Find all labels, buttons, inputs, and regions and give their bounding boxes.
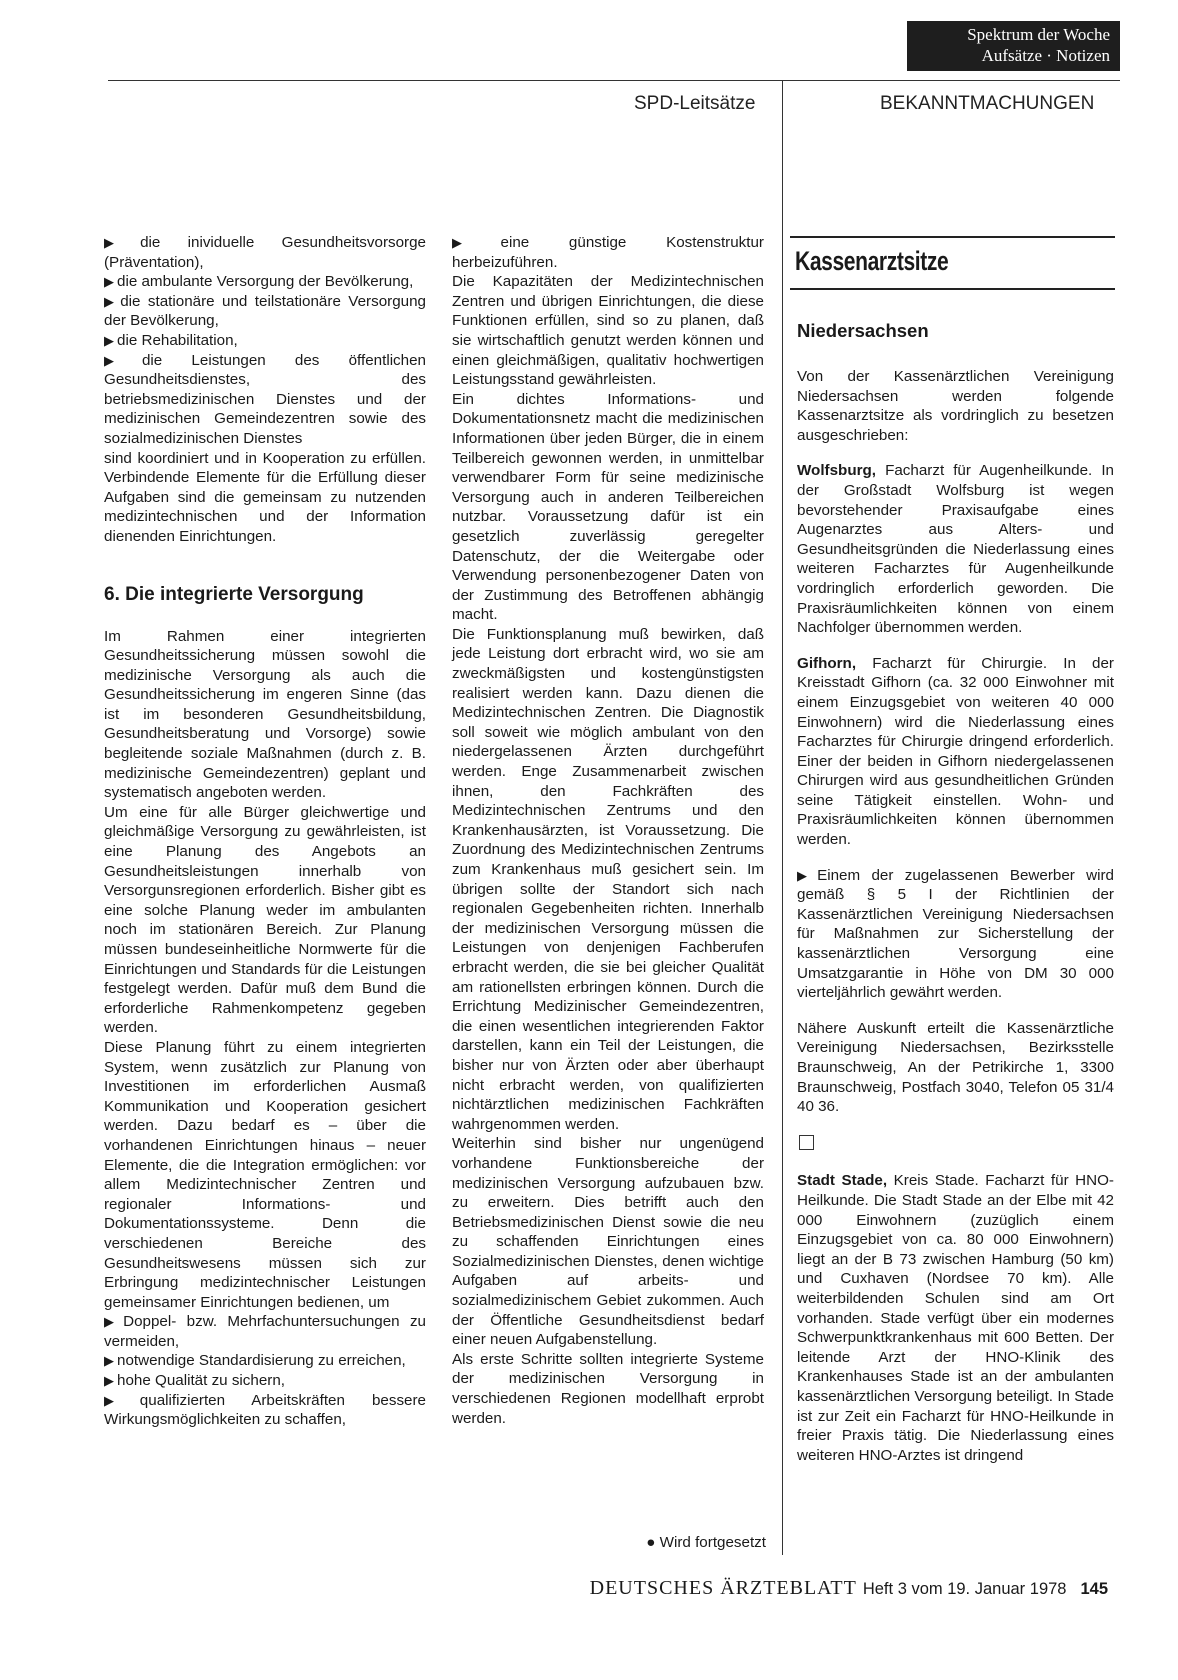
listing-name: Stadt Stade, (797, 1172, 888, 1190)
column-3 (797, 367, 1114, 1465)
paragraph: Ein dichtes Informations- und Dokumentationsnetz macht die medizinischen Informationen über jeden Bürger, die in einem Teilbereich gewonnen werden, in unmittelbar verwendbarer Form für seine medizinische Versorgung auch in anderen Teilbereichen nutzbar. Voraussetzung dafür ist ein gesetzlich zuverlässig geregelter Datenschutz, der die Weitergabe oder Verwendung personenbezogener Daten von der Zustimmung des Betroffenen abhängig macht. (452, 390, 764, 624)
paragraph: Als erste Schritte sollten integrierte Systeme der medizinischen Versorgung in verschiedenen Regionen modellhaft erprobt werden. (452, 1350, 764, 1427)
bullet-item: ▶ qualifizierten Arbeitskräften bessere Wirkungsmöglichkeiten zu schaffen, (104, 1391, 426, 1429)
paragraph: Diese Planung führt zu einem integrierten System, wenn zusätzlich zur Planung von Investitionen im erforderlichen Ausmaß Kommunikation und Kooperation gesichert werden. Dazu bedarf es – über die vorhandenen Einrichtungen hinaus – neuer Elemente, die die Integration ermöglichen: vor allem Medizintechnischer Zentren und regionaler Informations- und Dokumentationssysteme. Denn die verschiedenen Bereiche des Gesundheitswesens müssen sich zur Erbringung medizintechnischer Leistungen gemeinsamer Einrichtungen bedienen, um (104, 1038, 426, 1311)
listing-wolfsburg: Wolfsburg, Facharzt für Augenheilkunde. In der Großstadt Wolfsburg ist wegen bevorstehender Praxisaufgabe eines Augenarztes aus Alters- und Gesundheitsgründen die Niederlassung eines weiteren Facharztes für Augenheilkunde vordringlich erforderlich geworden. Die Praxisräumlichkeiten können von einem Nachfolger übernommen werden. (797, 462, 1114, 637)
bullet-item: ▶ die inividuelle Gesundheitsvorsorge (Präventation), (104, 234, 426, 271)
separator-square-icon (799, 1135, 814, 1150)
arrow-bullet-icon: ▶ (104, 332, 114, 348)
arrow-bullet-icon: ▶ (104, 235, 138, 250)
contact-paragraph: Nähere Auskunft erteilt die Kassenärztliche Vereinigung Niedersachsen, Bezirksstelle Braunschweig, An der Petrikirche 1, 3300 Braunschweig, Postfach 3040, Telefon 05 31/4 40 36. (797, 1019, 1114, 1116)
arrow-bullet-icon: ▶ (104, 293, 118, 309)
paragraph: Weiterhin sind bisher nur ungenügend vorhandene Funktionsbereiche der medizinischen Versorgung aufzubauen bzw. zu erweitern. Dies betrifft auch den Betriebsmedizinischen Dienst sowie die neu zu schaffenden Einrichtungen eines Sozialmedizinischen Dienstes, denen wichtige Aufgaben auf arbeits- und sozialmedizinischem Gebiet zukommen. Auch der Öffentliche Gesundheitsdienst bedarf einer neuen Aufgabenstellung. (452, 1135, 764, 1349)
arrow-bullet-icon: ▶ (104, 1353, 114, 1369)
arrow-bullet-icon: ▶ (797, 867, 815, 883)
title-rule-top (790, 236, 1115, 238)
section-label-bekanntmachungen: BEKANNTMACHUNGEN (880, 93, 1095, 114)
bullet-dot-icon: ● (646, 1534, 656, 1551)
region-heading: Niedersachsen (797, 320, 929, 341)
paragraph: Die Funktionsplanung muß bewirken, daß jede Leistung dort erbracht wird, wo sie am zweckmäßigsten und kostengünstigsten realisiert werden kann. Dazu dienen die Medizintechnischen Zentren. Die Diagnostik soll soweit wie möglich ambulant von den niedergelassenen Ärzten durchgeführt werden. Enge Zusammenarbeit zwischen ihnen, den Fachkräften des Medizintechnischen Zentrums und den Krankenhausärzten, ist Voraussetzung. Die Zuordnung des Medizintechnischen Zentrums zum Krankenhaus muß gesichert sein. Im übrigen sollte der Standort sich nach regionalen Gegebenheiten richten. Innerhalb der medizinischen Versorgung müssen die Leistungen von denjenigen Fachberufen erbracht werden, die sie bei gleicher Qualität am rationellsten erbringen können. Durch die Errichtung Medizinischer Gemeindezentren, die einen wesentlichen integrierenden Faktor darstellen, kann ein Teil der Leistungen, die bisher nur von Ärzten oder aber überhaupt nicht erbracht werden, von qualifizierten nichtärztlichen medizinischen Fachkräften wahrgenommen werden. (452, 625, 764, 1133)
bullet-item: ▶ die Rehabilitation, (104, 331, 238, 349)
issue-info: Heft 3 vom 19. Januar 1978 (862, 1580, 1067, 1598)
section-label-spd: SPD-Leitsätze (634, 93, 756, 114)
listing-name: Gifhorn, (797, 654, 857, 672)
magazine-name: DEUTSCHES ÄRZTEBLATT (589, 1577, 857, 1599)
arrow-bullet-icon: ▶ (104, 1373, 114, 1389)
arrow-bullet-icon: ▶ (104, 352, 139, 368)
arrow-bullet-icon: ▶ (104, 1392, 137, 1408)
arrow-bullet-icon: ▶ (452, 235, 498, 250)
bullet-item: ▶ Einem der zugelassenen Bewerber wird gemäß § 5 I der Richtlinien der Kassenärztlichen Vereinigung Niedersachsen für Maßnahmen zur Sicherstellung der kassenärztlichen Versorgung eine Umsatzgarantie in Höhe von DM 30 000 vierteljährlich gewährt werden. (797, 866, 1114, 1002)
bullet-item: ▶ hohe Qualität zu sichern, (104, 1372, 286, 1390)
continued-note: ● Wird fortgesetzt (646, 1534, 766, 1551)
page-footer (590, 1577, 1108, 1600)
page-number: 145 (1080, 1580, 1108, 1598)
listing-gifhorn: Gifhorn, Facharzt für Chirurgie. In der Kreisstadt Gifhorn (ca. 32 000 Einwohner mit einem Einzugsgebiet von weiteren 40 000 Einwohnern) wird die Niederlassung eines Facharztes für Chirurgie dringend erforderlich. Einer der beiden in Gifhorn niedergelassenen Chirurgen wird aus gesundheitlichen Gründen seine Tätigkeit einstellen. Wohn- und Praxisräumlichkeiten können übernommen werden. (797, 654, 1114, 849)
paragraph: Im Rahmen einer integrierten Gesundheitssicherung müssen sowohl die medizinische Versorgung als auch die Gesundheitssicherung im engeren Sinne (das ist im besonderen Gesundheitsbildung, Gesundheitsberatung und Vorsorge) sowie begleitende soziale Maßnahmen (durch z. B. medizinische Gemeindezentren) geplant und systematisch angeboten werden. (104, 627, 426, 802)
bullet-item: ▶ die ambulante Versorgung der Bevölkerung, (104, 273, 414, 291)
paragraph: sind koordiniert und in Kooperation zu erfüllen. Verbindende Elemente für die Erfüllung dieser Aufgaben sind die gemeinsam zu nutzenden medizintechnischen und der Information dienenden Einrichtungen. (104, 449, 426, 545)
badge-line-2: Aufsätze · Notizen (981, 46, 1110, 65)
paragraph: Um eine für alle Bürger gleichwertige und gleichmäßige Versorgung zu gewährleisten, ist eine Planung des Angebots an Gesundheitsleistungen innerhalb von Versorgunsregionen erforderlich. Bisher gibt es eine solche Planung weder im ambulanten noch im stationären Bereich. Zur Planung müssen bundeseinheitliche Normwerte für die Einrichtungen und Standards für die Leistungen festgelegt werden. Dafür muß dem Bund die erforderliche Rahmenkompetenz gegeben werden. (104, 803, 426, 1037)
listing-stade: Stadt Stade, Kreis Stade. Facharzt für HNO-Heilkunde. Die Stadt Stade an der Elbe mit 42 000 Einwohnern (zuzüglich einem Einzugsgebiet von ca. 80 000 Einwohnern) liegt an der B 73 zwischen Hamburg (50 km) und Cuxhaven (Nordsee 70 km). Alle weiterbildenden Schulen sind am Ort vorhanden. Stade verfügt über ein modernes Schwerpunktkrankenhaus mit 600 Betten. Der leitende Arzt der HNO-Klinik des Krankenhauses Stade ist an der ambulanten kassenärztlichen Versorgung beteiligt. In Stade ist zur Zeit ein Facharzt für HNO-Heilkunde in freier Praxis tätig. Die Niederlassung eines weiteren HNO-Arztes ist dringend (797, 1172, 1114, 1464)
bullet-item: ▶ die Leistungen des öffentlichen Gesundheitsdienstes, des betriebsmedizinischen Dienstes und der medizinischen Gemeindezentren sowie des sozialmedizinischen Dienstes (104, 351, 426, 447)
arrow-bullet-icon: ▶ (104, 1314, 121, 1330)
bullet-item: ▶ die stationäre und teilstationäre Versorgung der Bevölkerung, (104, 292, 426, 330)
badge-line-1: Spektrum der Woche (967, 25, 1110, 44)
paragraph: Die Kapazitäten der Medizintechnischen Zentren und übrigen Einrichtungen, die diese Funktionen erfüllen, sind so zu planen, daß sie wirtschaftlich genutzt werden können und einen gleichmäßigen, qualitativ hochwertigen Leistungsstand gewährleisten. (452, 273, 764, 389)
arrow-bullet-icon: ▶ (104, 274, 114, 290)
bullet-item: ▶ Doppel- bzw. Mehrfachuntersuchungen zu vermeiden, (104, 1313, 427, 1350)
column-divider (782, 80, 783, 1555)
section-badge (907, 21, 1120, 71)
section-heading: 6. Die integrierte Versorgung (104, 583, 364, 605)
intro-paragraph: Von der Kassenärztlichen Vereinigung Niedersachsen werden folgende Kassenarztsitze als vordringlich zu besetzen ausgeschrieben: (797, 368, 1114, 444)
column-1 (104, 233, 426, 1430)
column-2 (452, 233, 764, 1428)
bullet-item: ▶ eine günstige Kostenstruktur herbeizuführen. (452, 234, 764, 271)
top-rule (108, 80, 1120, 81)
listing-name: Wolfsburg, (797, 462, 877, 480)
bullet-item: ▶ notwendige Standardisierung zu erreichen, (104, 1352, 406, 1370)
title-rule-bottom (790, 288, 1115, 290)
article-title: Kassenarztsitze (795, 246, 949, 276)
